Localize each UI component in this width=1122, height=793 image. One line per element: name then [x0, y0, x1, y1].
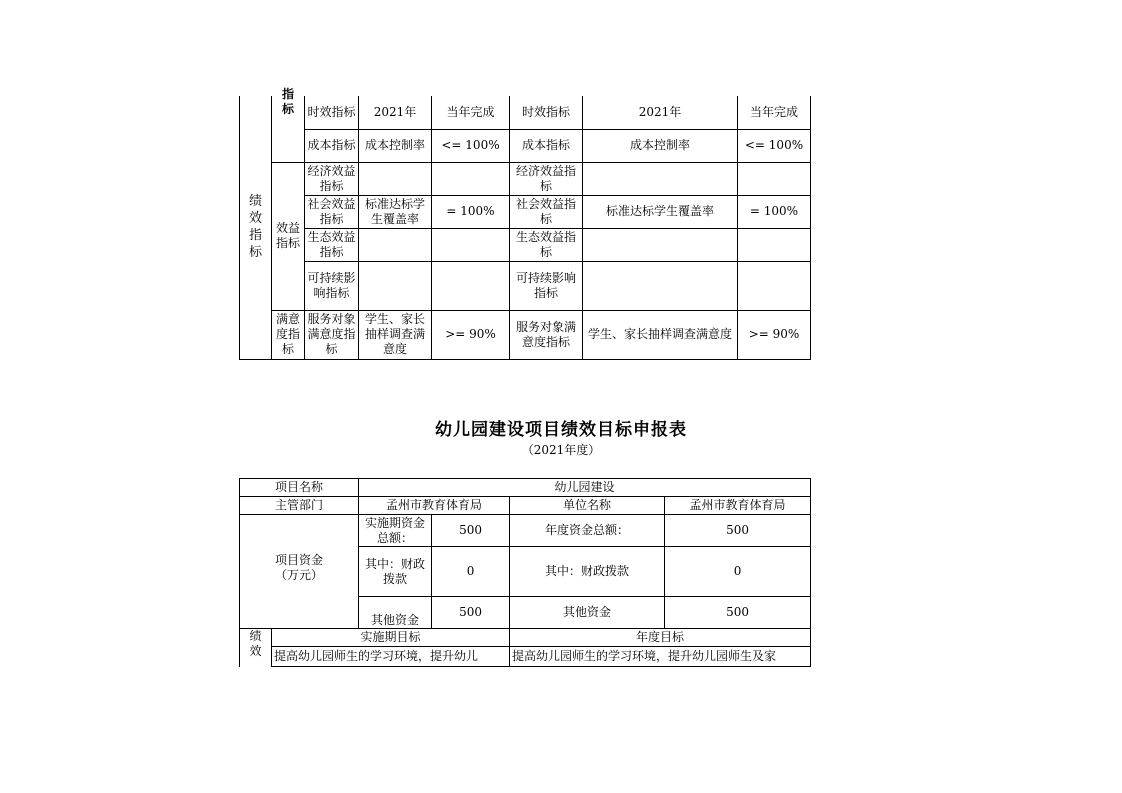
economic-value-year [583, 162, 738, 195]
other-period-label: 其他资金 [359, 597, 432, 629]
economic-name: 经济效益指标 [305, 162, 359, 195]
cost-value-year: 成本控制率 [583, 129, 738, 162]
timeliness-value-year: 2021年 [583, 96, 738, 129]
social-target-year: = 100% [738, 195, 811, 228]
economic-name-year: 经济效益指标 [510, 162, 583, 195]
ecological-name-year: 生态效益指标 [510, 228, 583, 261]
partial-label-cell [272, 87, 305, 162]
satisfaction-name: 服务对象满意度指标 [305, 310, 359, 359]
sustain-target-year [738, 261, 811, 310]
timeliness-value: 2021年 [359, 96, 432, 129]
cost-target-year: <= 100% [738, 129, 811, 162]
social-target: = 100% [432, 195, 510, 228]
timeliness-target: 当年完成 [432, 96, 510, 129]
cost-target: <= 100% [432, 129, 510, 162]
project-name: 幼儿园建设 [359, 479, 811, 497]
fiscal-period-label: 其中：财政拨款 [359, 547, 432, 597]
performance-indicator-table [239, 87, 811, 360]
total-period-value: 500 [432, 515, 510, 547]
timeliness-target-year: 当年完成 [738, 96, 811, 129]
dept-value: 孟州市教育体育局 [359, 497, 510, 515]
dept-label: 主管部门 [240, 497, 359, 515]
timeliness-name: 时效指标 [305, 96, 359, 129]
ecological-target [432, 228, 510, 261]
goal-label: 绩效 [249, 629, 262, 658]
year-goal-text: 提高幼儿园师生的学习环境，提升幼儿园师生及家 [510, 647, 811, 667]
project-name-label: 项目名称 [240, 479, 359, 497]
other-year-label: 其他资金 [510, 597, 665, 629]
period-goal-label: 实施期目标 [272, 629, 510, 647]
other-period-value: 500 [432, 597, 510, 629]
satisfaction-value-year: 学生、家长抽样调查满意度 [583, 310, 738, 359]
satisfaction-value: 学生、家长抽样调查满意度 [359, 310, 432, 359]
cost-value: 成本控制率 [359, 129, 432, 162]
unit-label: 单位名称 [510, 497, 665, 515]
total-year-value: 500 [665, 515, 811, 547]
satisfaction-target: >= 90% [432, 310, 510, 359]
form-subtitle: （2021年度） [521, 443, 601, 457]
social-value-year: 标准达标学生覆盖率 [583, 195, 738, 228]
sustain-value [359, 261, 432, 310]
sustain-name: 可持续影响指标 [305, 261, 359, 310]
ecological-name: 生态效益指标 [305, 228, 359, 261]
fiscal-year-label: 其中：财政拨款 [510, 547, 665, 597]
total-period-label: 实施期资金总额： [359, 515, 432, 547]
partial-label: 指标 [281, 87, 294, 116]
period-goal-text: 提高幼儿园师生的学习环境，提升幼儿 [272, 647, 510, 667]
benefit-label: 效益指标 [275, 221, 300, 250]
satisfaction-label: 满意度指标 [275, 312, 300, 356]
fiscal-period-value: 0 [432, 547, 510, 597]
satisfaction-name-year: 服务对象满意度指标 [510, 310, 583, 359]
ecological-target-year [738, 228, 811, 261]
fiscal-year-value: 0 [665, 547, 811, 597]
sustain-target [432, 261, 510, 310]
cost-name: 成本指标 [305, 129, 359, 162]
ecological-value-year [583, 228, 738, 261]
form-title: 幼儿园建设项目绩效目标申报表 [435, 420, 687, 440]
economic-target [432, 162, 510, 195]
sustain-name-year: 可持续影响指标 [510, 261, 583, 310]
social-name-year: 社会效益指标 [510, 195, 583, 228]
social-name: 社会效益指标 [305, 195, 359, 228]
outer-label-cell [240, 96, 272, 359]
economic-target-year [738, 162, 811, 195]
cost-name-year: 成本指标 [510, 129, 583, 162]
total-year-label: 年度资金总额： [510, 515, 665, 547]
outer-label: 绩效指标 [248, 194, 262, 261]
sustain-value-year [583, 261, 738, 310]
goal-label-cell [240, 629, 272, 667]
economic-value [359, 162, 432, 195]
project-declaration-table [239, 478, 811, 667]
satisfaction-label-cell [272, 310, 305, 359]
fund-label-cell [240, 515, 359, 629]
year-goal-label: 年度目标 [510, 629, 811, 647]
social-value: 标准达标学生覆盖率 [359, 195, 432, 228]
ecological-value [359, 228, 432, 261]
timeliness-name-year: 时效指标 [510, 96, 583, 129]
benefit-label-cell [272, 162, 305, 310]
satisfaction-target-year: >= 90% [738, 310, 811, 359]
unit-value: 孟州市教育体育局 [665, 497, 811, 515]
fund-label: 项目资金（万元） [274, 553, 323, 582]
other-year-value: 500 [665, 597, 811, 629]
